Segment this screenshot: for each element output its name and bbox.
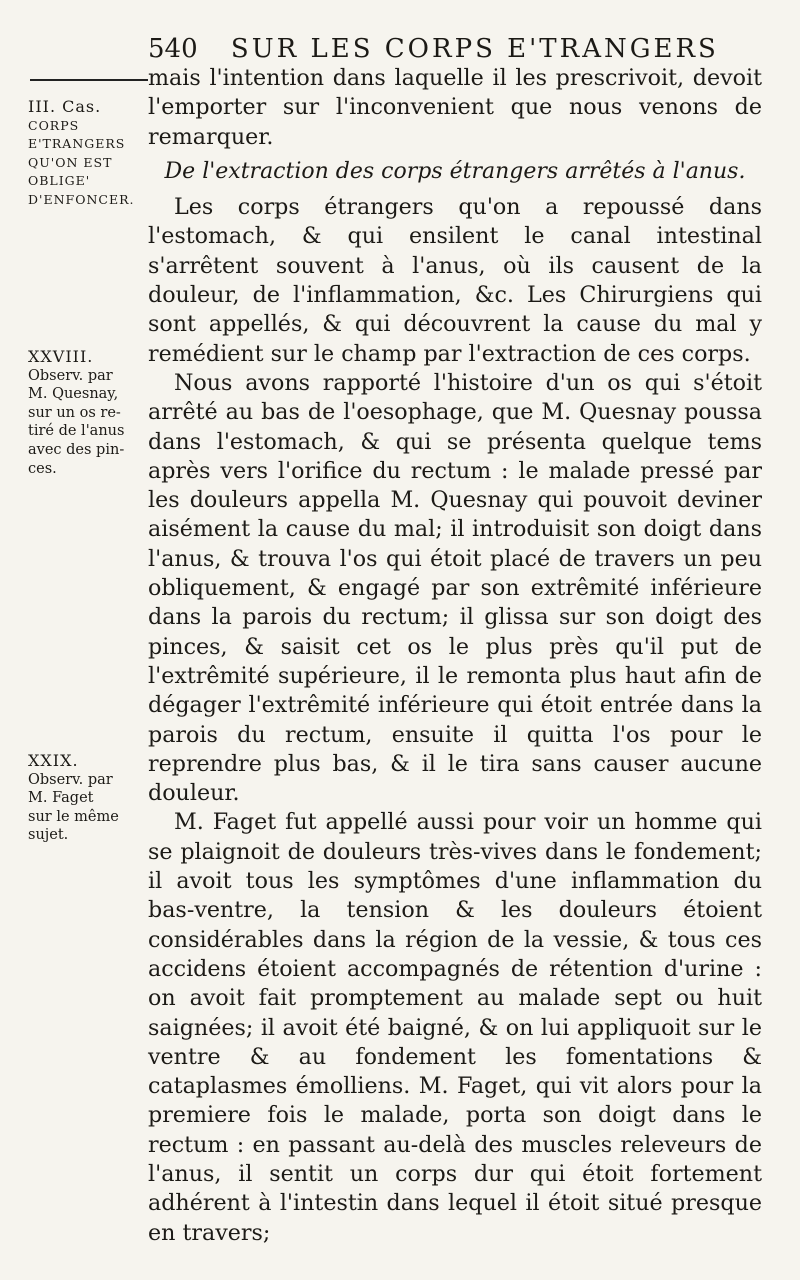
running-header	[148, 34, 748, 64]
margin-note-line: avec des pin-	[28, 441, 125, 458]
margin-note-line: M. Faget	[28, 790, 94, 807]
margin-note-line: E'TRANGERS	[28, 136, 126, 152]
margin-note-line: sur le même	[28, 808, 119, 825]
margin-note-line: QU'ON EST	[28, 154, 113, 170]
margin-note-line: Observ. par	[28, 771, 113, 788]
margin-note-line: CORPS	[28, 117, 80, 133]
margin-note-observation-29	[28, 752, 144, 845]
paragraph: Nous avons rapporté l'histoire d'un os qui s'étoit arrêté au bas de l'oesophage, que M. Quesnay poussa dans l'estomach, & qui se présenta quelque tems après vers l'orifice du rectum : le malade pressé par les douleurs appella M. Quesnay qui pouvoit deviner aisément la cause du mal; il introduisit son doigt dans l'anus, & trouva l'os qui étoit placé de travers un peu obliquement, & engagé par son extrêmité inférieure dans la parois du rectum; il glissa sur son doigt des pinces, & saisit cet os le plus près qu'il put de l'extrêmité supérieure, il le remonta plus haut afin de dégager l'extrêmité inférieure qui étoit entrée dans la parois du rectum, ensuite il quitta l'os pour le reprendre plus bas, & il le tira sans causer aucune douleur.	[148, 369, 762, 807]
paragraph-continuation: mais l'intention dans laquelle il les prescrivoit, devoit l'emporter sur l'inconvenient que nous venons de remarquer.	[148, 65, 762, 150]
paragraph: Les corps étrangers qu'on a repoussé dans l'estomach, & qui ensilent le canal intestinal s'arrêtent souvent à l'anus, où ils causent de la douleur, de l'inflammation, &c. Les Chirurgiens qui sont appellés, & qui découvrent la cause du mal y remédient sur le champ par l'extraction de ces corps.	[148, 194, 762, 367]
margin-note-line: ces.	[28, 460, 57, 477]
margin-note-line: sujet.	[28, 827, 69, 844]
main-text	[148, 64, 762, 1248]
margin-note-line: tiré de l'anus	[28, 423, 125, 440]
margin-note-line: XXIX.	[28, 751, 79, 770]
running-title: SUR LES CORPS E'TRANGERS	[230, 34, 719, 64]
section-subheading: De l'extraction des corps étrangers arrêtés à l'anus.	[164, 158, 746, 184]
margin-note-line: M. Quesnay,	[28, 386, 119, 403]
margin-note-line: sur un os re-	[28, 404, 121, 421]
margin-note-observation-28	[28, 348, 144, 478]
margin-note-line: XXVIII.	[28, 347, 94, 366]
margin-note-line: Observ. par	[28, 367, 113, 384]
margin-note-line: III. Cas.	[28, 97, 102, 116]
margin-note-line: D'ENFONCER.	[28, 191, 135, 207]
page-number: 540	[148, 34, 198, 64]
paragraph: M. Faget fut appellé aussi pour voir un homme qui se plaignoit de douleurs très-vives dans le fondement; il avoit tous les symptômes d'une inflammation du bas-ventre, la tension & les douleurs étoient considérables dans la région de la vessie, & tous ces accidens étoient accompagnés de rétention d'urine : on avoit fait promptement au malade sept ou huit saignées; il avoit été baigné, & on lui appliquoit sur le ventre & au fondement les fomentations & cataplasmes émolliens. M. Faget, qui vit alors pour la premiere fois le malade, porta son doigt dans le rectum : en passant au-delà des muscles releveurs de l'anus, il sentit un corps dur qui étoit fortement adhérent à l'intestin dans lequel il étoit situé presque en travers;	[148, 809, 762, 1246]
margin-note-line: OBLIGE'	[28, 173, 91, 189]
header-rule	[30, 79, 148, 81]
margin-note-case-3	[28, 98, 144, 210]
